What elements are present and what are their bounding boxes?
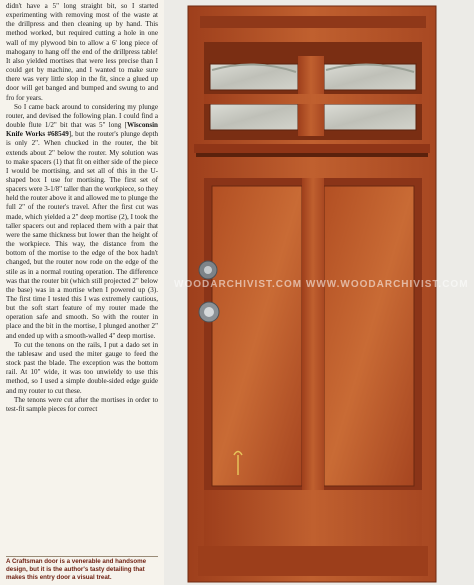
window-grid: [204, 42, 422, 140]
paragraph-2: [6, 103, 158, 341]
site-watermark: WOODARCHIVIST.COM WWW.WOODARCHIVIST.COM: [174, 279, 469, 290]
paragraph-4: The tenons were cut after the mortises in order to test-fit sample pieces for correct: [6, 395, 158, 413]
door-shelf: [194, 144, 430, 157]
door-panels: [198, 178, 428, 576]
paragraph-3: To cut the tenons on the rails, I put a dado set in the tablesaw and used the miter gauge to feed the stock past the blade. The exception was the bottom rail. At 10" wide, it was too unwieldy to use this method, so I used a simple double-sided edge guide and my router to cut these.: [6, 340, 158, 395]
door-photo: [164, 0, 474, 585]
caption-text: A Craftsman door is a venerable and handsome design, but it is the author's tasty detailing that makes this entry door a visual treat.: [6, 558, 147, 581]
product-reference: Wisconsin Knife Works #68549: [6, 121, 158, 139]
paragraph-2-rest: ], but the router's plunge depth is only 2". When chucked in the router, the bit extends about 2" below the router. My solution was to make spacers (1) that fit on either side of the piece I would be mortising, and set all of this in the U-shaped box I use for mortising. The first set of spacers were 3-1/8" taller than the workpiece, so they held the router above it and allowed me to plunge the full 2" of the router's travel. After the first cut was made, which yielded a 2" deep mortise (2), I took the taller spacers out and replaced them with a pair that were the same thickness but lower than the height of the workpiece. This way, the distance from the bottom of the mortise to the edge of the box hadn't changed, but the router now rode on the edge of the stile as in a normal routing operation. The difference was that the router bit (which still projected 2" below the base) was in a mortise when I powered up (3). The first time I tested this I was extremely cautious, but the soft start feature of my router made the operation safe and smooth. So with the router in place and the bit in the mortise, I plunged another 2" and ended up with a smooth-walled 4" deep mortise.: [6, 130, 159, 340]
photo-caption: [6, 558, 158, 582]
caption-divider: [6, 556, 158, 557]
door-illustration: [164, 0, 474, 585]
article-body: [6, 2, 158, 414]
paragraph-2-start: So I came back around to considering my plunge router, and devised the following plan. I could find a double flute 1/2" bit that was 5" long [: [6, 102, 158, 130]
article-text-column: [0, 0, 164, 585]
paragraph-1: didn't have a 5" long straight bit, so I started experimenting with removing most of the waste at the drillpress and then cleaning up by hand. This method worked, but required cutting a hole in one wall of my plywood bin to allow a 6' long piece of mahogany to hang off the end of the drillpress table! It also yielded mortises that were less precise than I could get by machine, and I wanted to make sure there was very little slop in the fit, since a glued up door will get banged and bumped and swung to and fro for years.: [6, 2, 158, 102]
